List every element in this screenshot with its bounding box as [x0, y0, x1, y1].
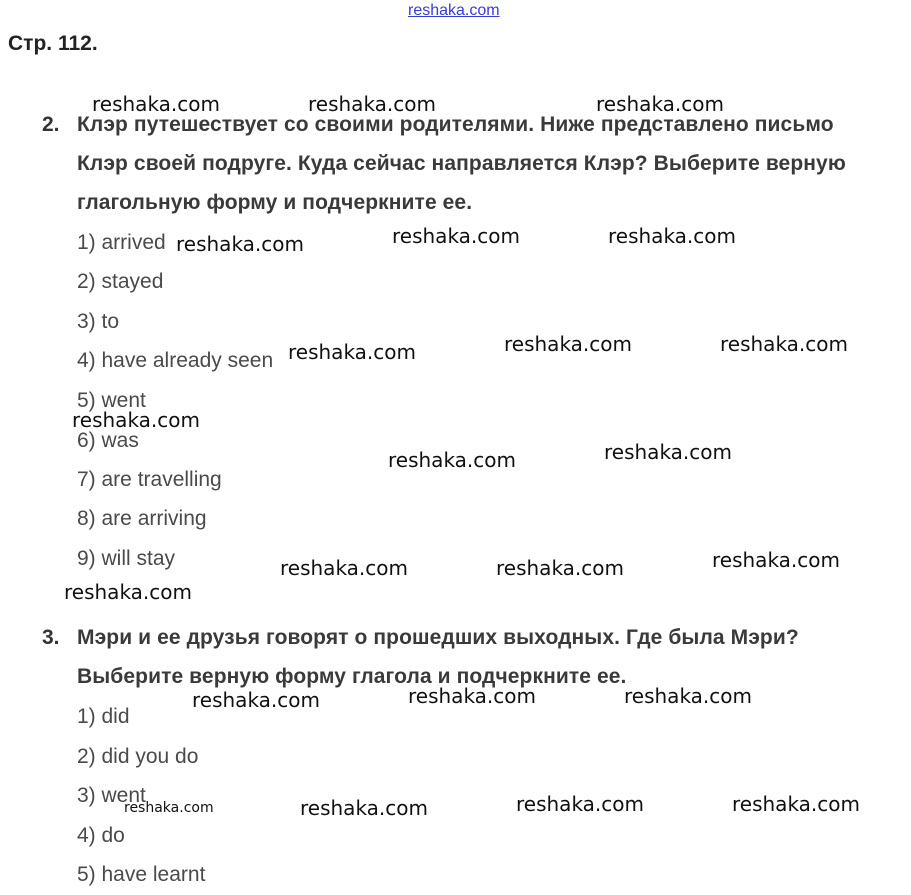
watermark: reshaka.com [92, 92, 220, 116]
option-item: 2) stayed [77, 270, 164, 293]
watermark: reshaka.com [300, 796, 428, 820]
watermark: reshaka.com [608, 224, 736, 248]
watermark: reshaka.com [288, 340, 416, 364]
option-item: 2) did you do [77, 745, 199, 768]
option-item: 4) do [77, 824, 125, 847]
question-number: 3. [42, 626, 60, 649]
question-text-line: Клэр путешествует со своими родителями. Ниже представлено письмо [77, 113, 834, 136]
option-item: 1) did [77, 705, 130, 728]
option-item: 5) went [77, 389, 146, 412]
watermark: reshaka.com [516, 792, 644, 816]
option-item: 9) will stay [77, 547, 176, 570]
option-item: 7) are travelling [77, 468, 222, 491]
watermark: reshaka.com [604, 440, 732, 464]
watermark: reshaka.com [392, 224, 520, 248]
question-text-line: Клэр своей подруге. Куда сейчас направляется Клэр? Выберите верную [77, 152, 846, 175]
question-number: 2. [42, 113, 60, 136]
watermark: reshaka.com [124, 800, 214, 816]
watermark: reshaka.com [72, 408, 200, 432]
watermark: reshaka.com [732, 792, 860, 816]
page-label: Стр. 112. [8, 32, 98, 55]
watermark: reshaka.com [504, 332, 632, 356]
watermark: reshaka.com [388, 448, 516, 472]
option-item: 3) to [77, 310, 120, 333]
watermark: reshaka.com [280, 556, 408, 580]
question-text-line: Выберите верную форму глагола и подчеркните ее. [77, 665, 627, 688]
site-link[interactable]: reshaka.com [408, 2, 500, 19]
watermark: reshaka.com [64, 580, 192, 604]
watermark: reshaka.com [720, 332, 848, 356]
question-text-line: Мэри и ее друзья говорят о прошедших выходных. Где была Мэри? [77, 626, 799, 649]
option-item: 1) arrived [77, 231, 166, 254]
option-item: 3) went [77, 784, 146, 807]
watermark: reshaka.com [308, 92, 436, 116]
option-item: 4) have already seen [77, 349, 274, 372]
option-item: 5) have learnt [77, 863, 206, 886]
watermark: reshaka.com [192, 688, 320, 712]
watermark: reshaka.com [712, 548, 840, 572]
watermark: reshaka.com [496, 556, 624, 580]
watermark: reshaka.com [408, 684, 536, 708]
watermark: reshaka.com [176, 232, 304, 256]
watermark: reshaka.com [596, 92, 724, 116]
watermark: reshaka.com [624, 684, 752, 708]
option-item: 8) are arriving [77, 507, 207, 530]
question-text-line: глагольную форму и подчеркните ее. [77, 191, 473, 214]
option-item: 6) was [77, 429, 139, 452]
